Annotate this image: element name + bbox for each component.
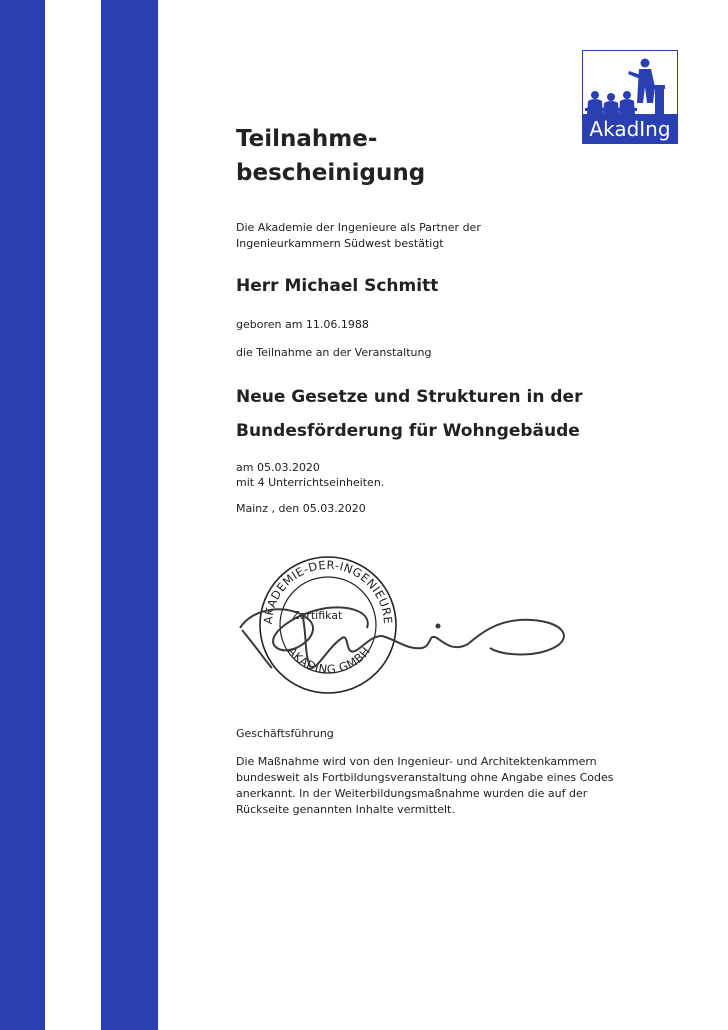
disclaimer-text: Die Maßnahme wird von den Ingenieur- und Architektenkammern bundesweit als Fortbildungsveranstaltung ohne Angabe eines Codes anerkannt. In der Weiterbildungsmaßnahme wurden die auf der Rückseite genannten Inhalte vermittelt. <box>236 755 614 816</box>
akading-logo <box>582 50 678 144</box>
sidebar-vertical-title: AKADEMIE DER INGENIEURE <box>55 290 90 750</box>
participation-text: die Teilnahme an der Veranstaltung <box>236 346 432 359</box>
intro-text: Die Akademie der Ingenieure als Partner der Ingenieurkammern Südwest bestätigt <box>236 221 481 250</box>
handwritten-signature <box>232 588 577 678</box>
recipient-name: Herr Michael Schmitt <box>236 276 439 296</box>
sidebar-title-wrap <box>0 0 160 1030</box>
stamp-center-text: Zertifikat <box>292 609 343 622</box>
certificate-title <box>236 122 476 190</box>
management-label: Geschäftsführung <box>236 727 334 740</box>
event-date: am 05.03.2020 mit 4 Unterrichtseinheiten. <box>236 461 385 489</box>
title-text: Teilnahme- bescheinigung <box>236 126 426 186</box>
logo-text: AkadIng <box>589 117 671 141</box>
stamp-bottom-text: AKADING GMBH <box>284 644 374 677</box>
stamp-top-text: AKADEMIE-DER-INGENIEURE <box>260 557 396 625</box>
place-and-date: Mainz , den 05.03.2020 <box>236 502 366 515</box>
birth-date: geboren am 11.06.1988 <box>236 318 369 331</box>
event-title: Neue Gesetze und Strukturen in der Bundesförderung für Wohngebäude <box>236 387 583 441</box>
